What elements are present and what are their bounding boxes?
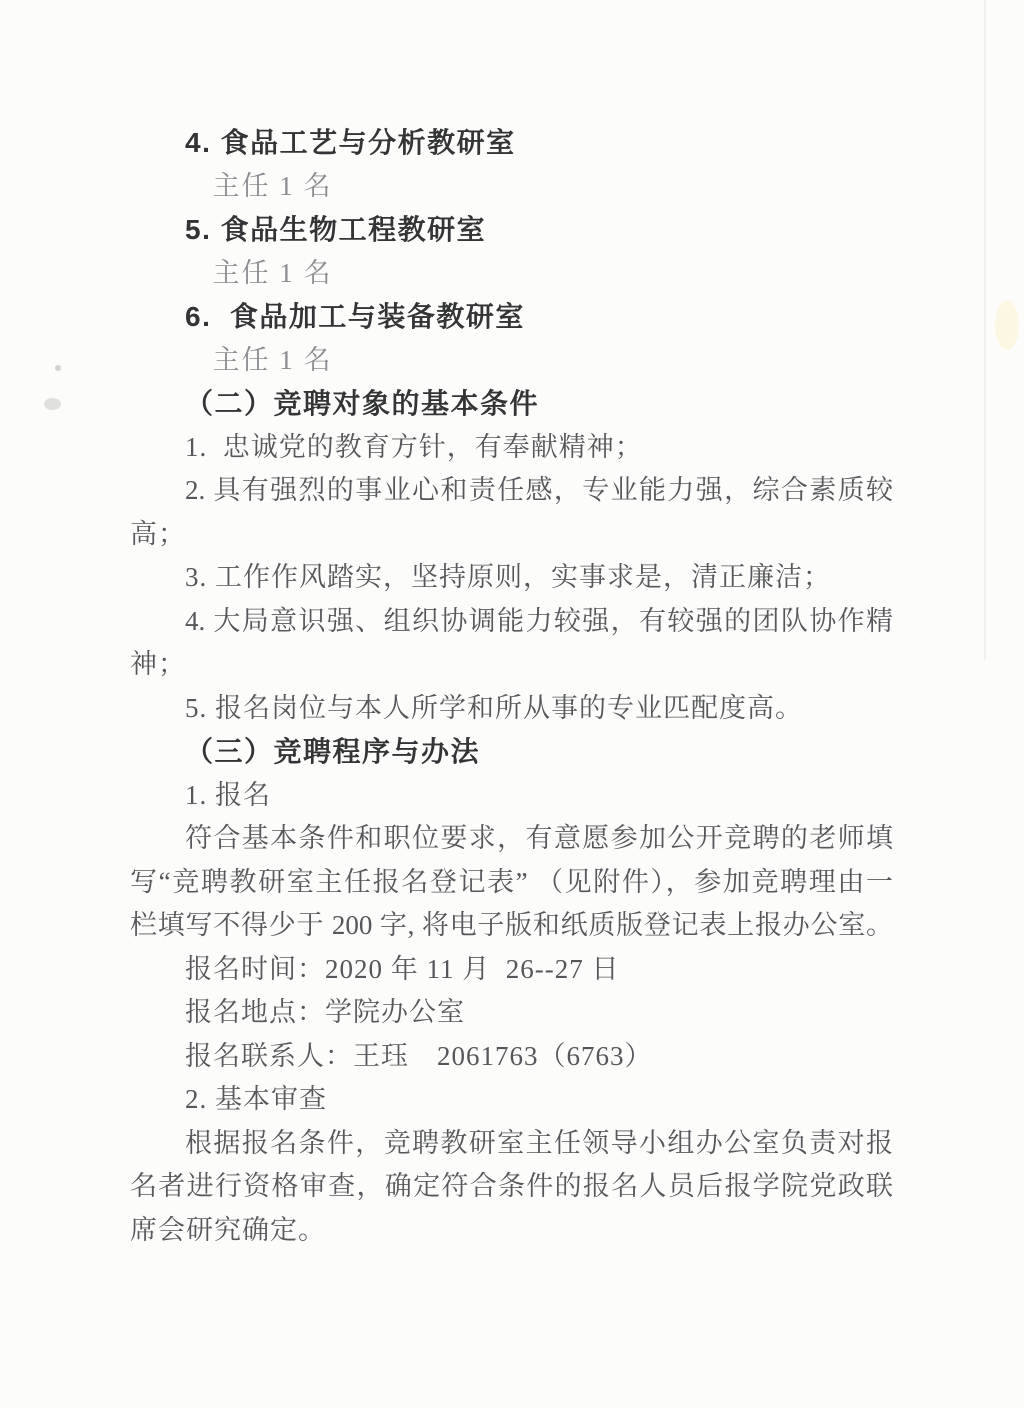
text-line-sub: 主任 1 名: [212, 170, 333, 201]
text-line-sub: 主任 1 名: [212, 344, 333, 375]
text-line-body: 5. 报名岗位与本人所学和所从事的专业匹配度高。: [185, 692, 803, 723]
text-line-body: 根据报名条件，竞聘教研室主任领导小组办公室负责对报: [185, 1127, 893, 1158]
text-line-body: 报名联系人：王珏 2061763（6763）: [185, 1040, 653, 1071]
text-line-sub: 主任 1 名: [212, 257, 333, 288]
scan-artifact-patch: [995, 300, 1019, 350]
text-line-body: 高；: [130, 518, 186, 549]
text-line-heading: 5. 食品生物工程教研室: [185, 214, 487, 245]
text-line-body: 栏填写不得少于 200 字, 将电子版和纸质版登记表上报办公室。: [130, 910, 893, 940]
text-line-body: 席会研究确定。: [130, 1214, 326, 1245]
text-line-heading: 4. 食品工艺与分析教研室: [185, 127, 516, 158]
scan-artifact-speck: [44, 398, 61, 410]
text-line-body: 1. 报名: [185, 779, 271, 810]
text-line-body: 3. 工作作风踏实，坚持原则，实事求是，清正廉洁；: [185, 562, 831, 592]
text-line-body: 4. 大局意识强、组织协调能力较强，有较强的团队协作精: [185, 605, 893, 636]
text-line-body: 2. 基本审查: [185, 1084, 327, 1114]
text-line-body: 名者进行资格审查，确定符合条件的报名人员后报学院党政联: [130, 1171, 893, 1201]
text-line-heading: （二）竞聘对象的基本条件: [185, 388, 540, 419]
text-line-body: 写“竞聘教研室主任报名登记表” （见附件），参加竞聘理由一: [130, 866, 893, 897]
document-text: [130, 121, 893, 1252]
text-line-heading: 6. 食品加工与装备教研室: [185, 301, 525, 332]
text-line-body: 2. 具有强烈的事业心和责任感，专业能力强，综合素质较: [185, 475, 893, 505]
text-line-body: 报名时间：2020 年 11 月 26--27 日: [185, 953, 620, 984]
text-line-body: 神；: [130, 649, 186, 679]
scan-artifact-speck: [55, 365, 61, 371]
text-line-body: 符合基本条件和职位要求，有意愿参加公开竞聘的老师填: [185, 823, 893, 853]
text-line-body: 1. 忠诚党的教育方针，有奉献精神；: [185, 431, 643, 462]
text-line-body: 报名地点：学院办公室: [185, 997, 465, 1027]
scan-edge-line: [984, 0, 986, 660]
text-line-heading: （三）竞聘程序与办法: [185, 736, 481, 767]
